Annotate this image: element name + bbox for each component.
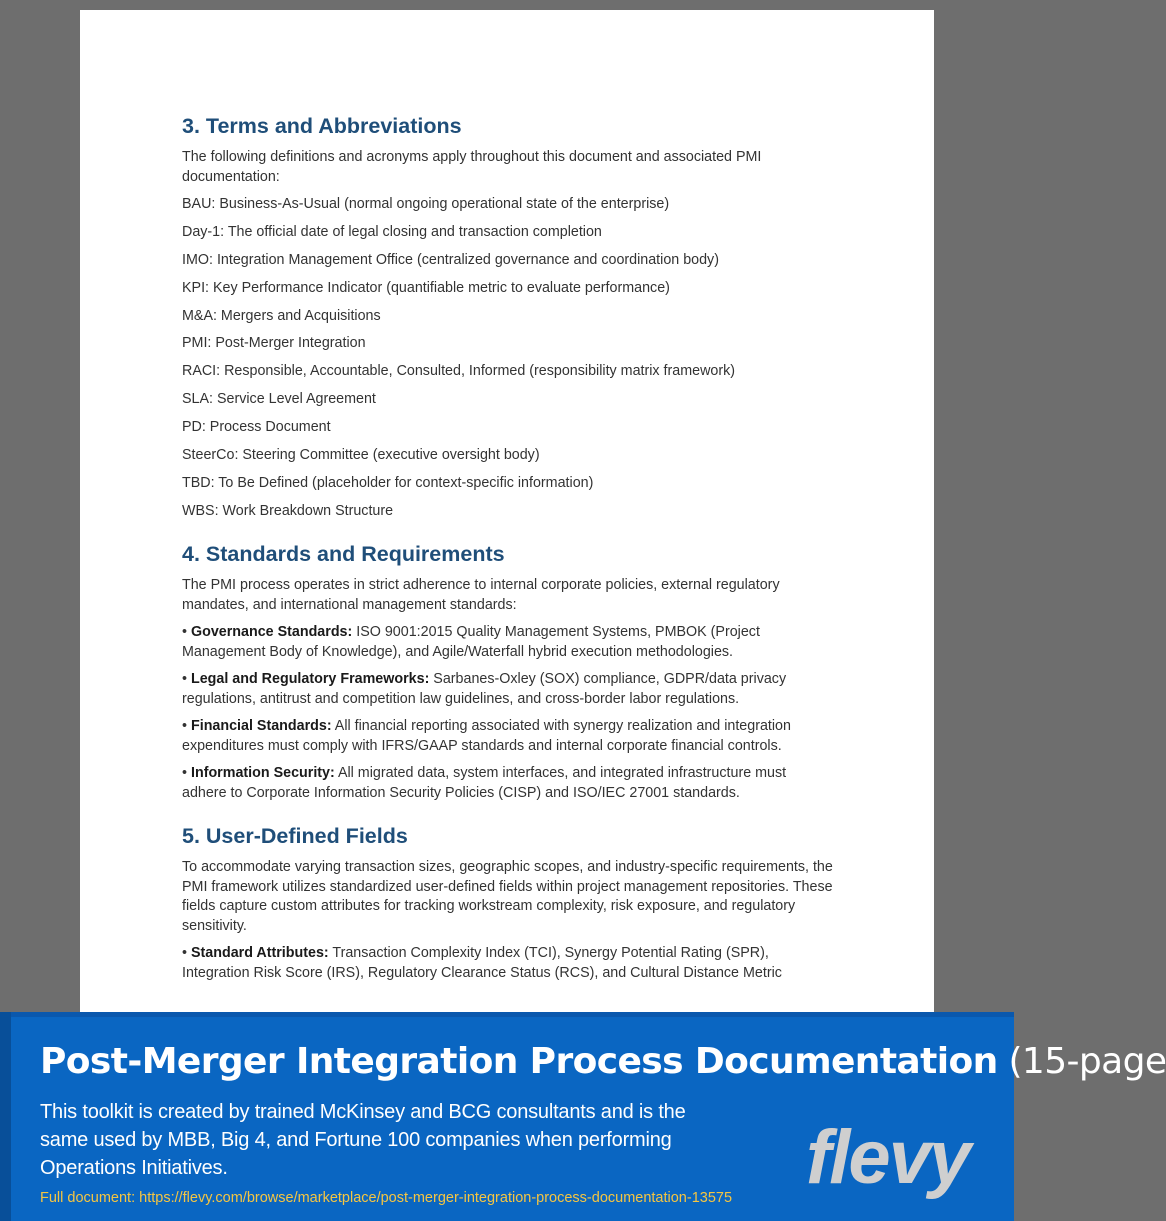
section-heading: 4. Standards and Requirements <box>182 542 505 567</box>
section-heading: 3. Terms and Abbreviations <box>182 114 462 138</box>
banner-title <box>40 1040 1166 1084</box>
bullet-item <box>182 717 834 756</box>
term-item: TBD: To Be Defined (placeholder for context-specific information) <box>182 474 594 491</box>
term-item: BAU: Business-As-Usual (normal ongoing operational state of the enterprise) <box>182 196 670 212</box>
bullet-text: All migrated data, system interfaces, and integrated infrastructure must adhere to Corporate Information Security Policies (CISP) and ISO/IEC 27001 standards. <box>182 765 787 801</box>
flevy-logo[interactable]: flevy <box>806 1115 970 1200</box>
section-standards <box>182 541 834 803</box>
section-intro: The PMI process operates in strict adherence to internal corporate policies, external regulatory mandates, and international management standards: <box>182 577 780 613</box>
bullet-marker: • <box>182 718 191 735</box>
term-item: PD: Process Document <box>182 419 331 436</box>
document-page <box>80 10 934 1020</box>
bullet-label: Standard Attributes: <box>190 945 329 962</box>
term-item: SLA: Service Level Agreement <box>182 391 376 408</box>
bullet-text: ISO 9001:2015 Quality Management Systems, PMBOK (Project Management Body of Knowledge), and Agile/Waterfall hybrid execution methodologies. <box>182 624 760 660</box>
bullet-label: Financial Standards: <box>190 718 332 735</box>
banner-title-suffix: (15-page <box>997 1041 1166 1082</box>
banner-description: This toolkit is created by trained McKinsey and BCG consultants and is the same used by MBB, Big 4, and Fortune 100 companies when performing Operations Initiatives. <box>40 1101 686 1179</box>
term-item: WBS: Work Breakdown Structure <box>182 502 394 519</box>
banner-left-edge <box>0 1012 11 1221</box>
bullet-marker: • <box>182 624 191 641</box>
term-item: M&A: Mergers and Acquisitions <box>182 307 381 324</box>
full-document-link[interactable]: Full document: https://flevy.com/browse/marketplace/post-merger-integration-process-documentation-13575 <box>40 1190 733 1206</box>
term-item: IMO: Integration Management Office (centralized governance and coordination body) <box>182 251 719 268</box>
term-item: RACI: Responsible, Accountable, Consulted, Informed (responsibility matrix framework) <box>182 363 736 380</box>
section-intro: The following definitions and acronyms apply throughout this document and associated PMI documentation: <box>182 149 762 185</box>
term-item: PMI: Post-Merger Integration <box>182 335 366 352</box>
section-intro: To accommodate varying transaction sizes, geographic scopes, and industry-specific requirements, the PMI framework utilizes standardized user-defined fields within project management repositories. These fields capture custom attributes for tracking workstream complexity, risk exposure, and regulatory sensitivity. <box>182 859 833 934</box>
section-heading: 5. User-Defined Fields <box>182 824 408 849</box>
bullet-label: Governance Standards: <box>190 624 353 641</box>
bullet-label: Information Security: <box>190 765 335 782</box>
term-item: Day-1: The official date of legal closing and transaction completion <box>182 223 602 240</box>
term-item: SteerCo: Steering Committee (executive oversight body) <box>182 447 540 464</box>
section-user-defined-fields <box>182 823 834 983</box>
bullet-text: Transaction Complexity Index (TCI), Synergy Potential Rating (SPR), Integration Risk Score (IRS), Regulatory Clearance Status (RCS), and Cultural Distance Metric <box>182 945 782 981</box>
promo-banner <box>0 1012 1166 1221</box>
bullet-marker: • <box>182 765 191 782</box>
bullet-marker: • <box>182 945 191 962</box>
bullet-label: Legal and Regulatory Frameworks: <box>190 671 430 688</box>
bullet-item <box>182 764 834 803</box>
bullet-item <box>182 944 834 983</box>
bullet-marker: • <box>182 671 191 688</box>
section-terms <box>182 113 834 521</box>
banner-title-main: Post-Merger Integration Process Documentation <box>40 1041 998 1082</box>
term-item: KPI: Key Performance Indicator (quantifiable metric to evaluate performance) <box>182 279 670 296</box>
bullet-item <box>182 623 834 662</box>
banner-top-border <box>0 1012 1014 1017</box>
bullet-item <box>182 670 834 709</box>
bullet-text: All financial reporting associated with synergy realization and integration expenditures must comply with IFRS/GAAP standards and internal corporate financial controls. <box>182 718 791 754</box>
bullet-text: Sarbanes-Oxley (SOX) compliance, GDPR/data privacy regulations, antitrust and competition law guidelines, and cross-border labor regulations. <box>182 671 787 707</box>
